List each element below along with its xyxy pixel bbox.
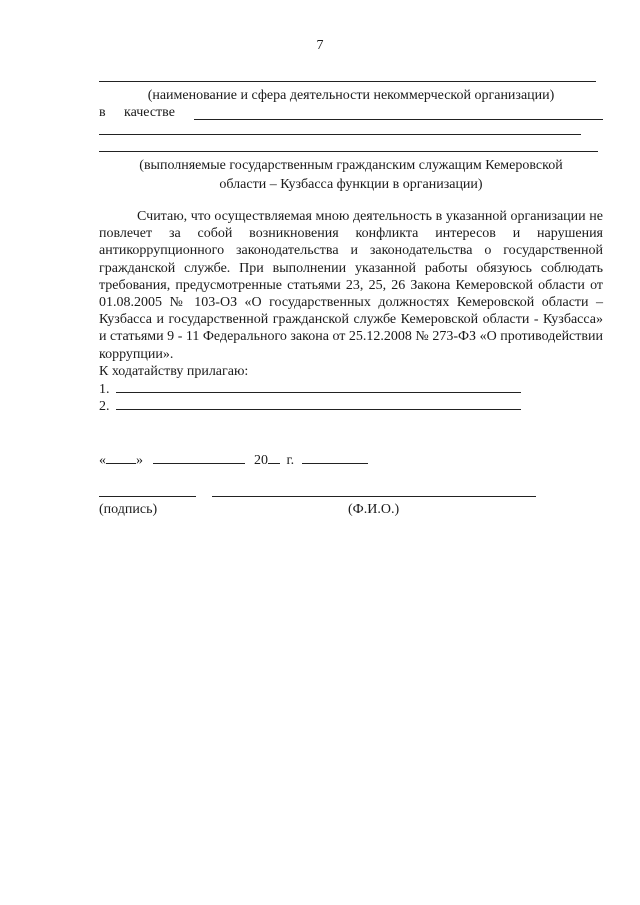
attachment-number-1: 1. xyxy=(99,382,110,397)
role-line-3[interactable] xyxy=(99,151,598,152)
attachment-number-2: 2. xyxy=(99,399,110,414)
functions-caption xyxy=(99,156,603,194)
as-label-v: в xyxy=(99,105,106,120)
year-field[interactable] xyxy=(268,451,280,464)
organization-name-line[interactable] xyxy=(99,81,596,82)
functions-caption-line-1: (выполняемые государственным гражданским служащим Кемеровской xyxy=(139,158,563,173)
full-name-line[interactable] xyxy=(212,496,536,497)
signature-caption: (подпись) xyxy=(99,502,158,517)
statement-paragraph: Считаю, что осуществляемая мною деятельность в указанной организации не повлечет за собой возникновения конфликта интересов и нарушения антикоррупционного законодательства и законодательства о государственной гражданской службе. При выполнении указанной работы обязуюсь соблюдать требования, предусмотренные статьями 23, 25, 26 Закона Кемеровской области от 01.08.2005 № 103-ОЗ «О государственных должностях Кемеровской области – Кузбасса и государственной гражданской службе Кемеровской области - Кузбасса» и статьями 9 - 11 Федерального закона от 25.12.2008 № 273-ФЗ «О противодействии коррупции». xyxy=(99,209,603,362)
role-line-2[interactable] xyxy=(99,134,581,135)
date-row xyxy=(99,451,368,470)
as-label-kachestve: качестве xyxy=(124,105,175,120)
role-line-1[interactable] xyxy=(194,119,603,120)
attachment-row-2 xyxy=(99,397,521,415)
full-name-caption: (Ф.И.О.) xyxy=(348,502,400,517)
signature-line[interactable] xyxy=(99,496,196,497)
date-close-quote: » xyxy=(136,453,143,468)
organization-caption: (наименование и сфера деятельности некоммерческой организации) xyxy=(147,88,555,103)
date-open-quote: « xyxy=(99,453,106,468)
attachment-field-1[interactable] xyxy=(116,380,521,393)
day-field[interactable] xyxy=(106,451,136,464)
page-number: 7 xyxy=(316,38,324,53)
year-suffix: г. xyxy=(286,453,295,468)
date-extra-field[interactable] xyxy=(302,451,368,464)
functions-caption-line-2: области – Кузбасса функции в организации) xyxy=(219,177,483,192)
month-field[interactable] xyxy=(153,451,245,464)
attachment-row-1 xyxy=(99,380,521,398)
statement-text xyxy=(99,208,603,363)
attachments-intro: К ходатайству прилагаю: xyxy=(99,364,249,379)
attachment-field-2[interactable] xyxy=(116,397,521,410)
year-prefix: 20 xyxy=(254,453,268,468)
